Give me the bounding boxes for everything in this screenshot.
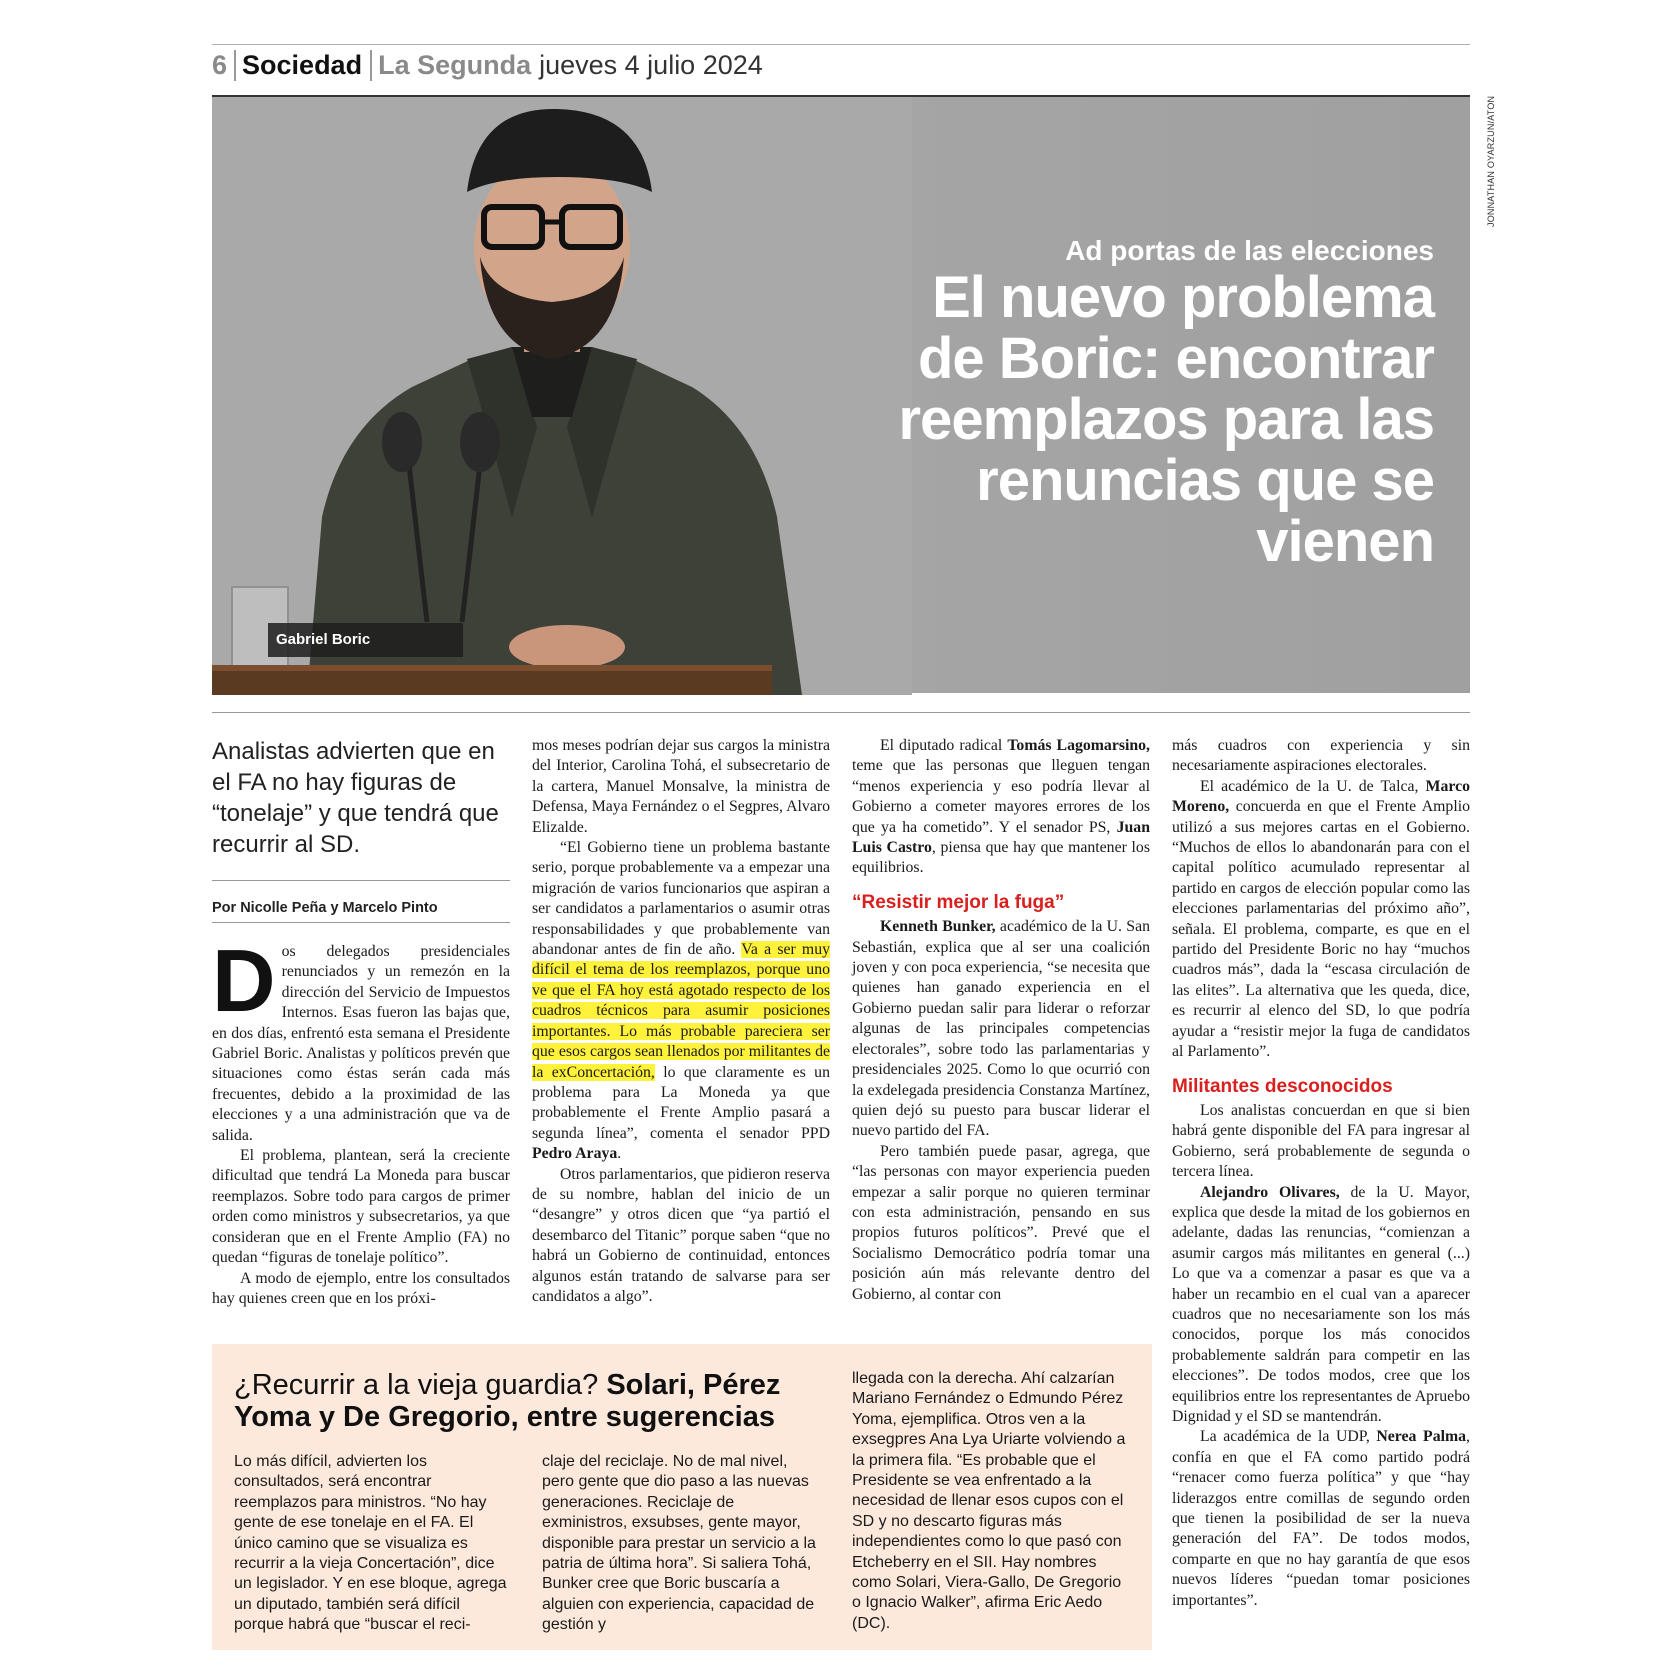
hero-photo-area xyxy=(212,95,1496,693)
top-rule xyxy=(212,44,1470,45)
person-name: Kenneth Bunker, xyxy=(880,918,996,936)
paragraph: Dos delegados presidenciales renunciados y un remezón en la dirección del Servicio de Impuestos Internos. Esas fueron las bajas que, en dos días, enfrentó esta semana el Presidente Gabriel Boric. Analistas y políticos prevén que situaciones como éstas serán cada más frecuentes, debido a la proximidad de las elecciones y a una administración que va de salida. xyxy=(212,931,510,1144)
page-header xyxy=(212,50,763,86)
publication-name: La Segunda xyxy=(370,50,539,81)
headline-kicker: Ad portas de las elecciones xyxy=(1065,235,1434,266)
paragraph: Los analistas concuerdan en que si bien habrá gente disponible del FA para ingresar al Gobierno, será probablemente de segunda o tercera línea. xyxy=(1172,1101,1470,1181)
section-rule xyxy=(212,712,1470,713)
section-name: Sociedad xyxy=(234,50,370,81)
paragraph: Pero también puede pasar, agrega, que “las personas con mayor experiencia pueden empezar a salir porque no quieren terminar con esta administración, pensando en sus propios futuros políticos”. Prevé que el Socialismo Democrático podría tomar una posición aún más relevante dentro del Gobierno, al contar con xyxy=(852,1142,1150,1303)
page-number: 6 xyxy=(212,50,228,80)
article-column-1 xyxy=(212,931,510,1309)
subheading: “Resistir mejor la fuga” xyxy=(852,891,1065,913)
paragraph: El diputado radical Tomás Lagomarsino, teme que las personas que lleguen tengan “menos experiencia y eso podría llevar al Gobierno a cometer mayores errores de los que ya ha cometido”. Y el senador PS, Juan Luis Castro, piensa que hay que mantener los equilibrios. xyxy=(852,737,1150,877)
sidebar-column-2: claje del reciclaje. No de mal nivel, pero gente que dio paso a las nuevas generaciones. Reciclaje de exministros, exsubses, gente mayor, disponible para prestar un servicio a la patria de última hora”. Si saliera Tohá, Bunker cree que Boric buscaría a alguien con experiencia, capacidad de gestión y xyxy=(542,1453,816,1634)
article-column-2 xyxy=(532,736,830,1307)
article-column-4 xyxy=(1172,736,1470,1611)
paragraph: El académico de la U. de Talca, Marco Moreno, concuerda en que el Frente Amplio utilizó a sus mejores cartas en el Gobierno. “Muchos de ellos lo abandonarán para con el capital político acumulado representar al partido en cargos de elección popular como las elecciones parlamentarias del próximo año”, señala. El problema, comparte, es que en el partido del Presidente Boric no hay “muchos cuadros más”, dada la “escasa circulación de las elites”. La alternativa que les queda, dice, es recurrir al elenco del SD, lo que podría ayudar a “resistir mejor la fuga de candidatos al Parlamento”. xyxy=(1172,777,1470,1061)
paragraph: Otros parlamentarios, que pidieron reserva de su nombre, hablan del inicio de un “desangre” y otros dicen que “ya partió el desembarco del Titanic” porque saben “que no habrá un Gobierno de continuidad, entonces algunos están tratando de salvarse para ser candidatos a algo”. xyxy=(532,1165,830,1305)
article-column-3 xyxy=(852,736,1150,1305)
person-name: Alejandro Olivares, xyxy=(1200,1183,1340,1201)
main-headline: El nuevo problema de Boric: encontrar reemplazos para las renuncias que se vienen xyxy=(898,265,1434,574)
sidebar-title: ¿Recurrir a la vieja guardia? Solari, Pérez Yoma y De Gregorio, entre sugerencias xyxy=(234,1369,781,1433)
paragraph: Kenneth Bunker, académico de la U. San Sebastián, explica que al ser una coalición joven y con poca experiencia, “se necesita que quienes han ganado experiencia en el Gobierno puedan salir para liderar o reforzar algunas de las principales competencias electorales”, sobre todo las parlamentarias y presidenciales 2025. Como lo que ocurrió con la exdelegada presidencia Constanza Martínez, quien dejó su puesto para buscar liderar el nuevo partido del FA. xyxy=(852,918,1150,1140)
boric-photo xyxy=(212,97,912,695)
highlighted-quote: Va a ser muy difícil el tema de los reemplazos, porque uno ve que el FA hoy está agotado respecto de los cuadros técnicos para asumir posiciones importantes. Lo más probable pareciera ser que esos cargos sean llenados por militantes de la exConcertación, xyxy=(532,941,831,1081)
paragraph: A modo de ejemplo, entre los consultados hay quienes creen que en los próxi- xyxy=(212,1269,510,1307)
paragraph: mos meses podrían dejar sus cargos la ministra del Interior, Carolina Tohá, el subsecretario de la cartera, Manuel Monsalve, la ministra de Defensa, Maya Fernández o el Segpres, Alvaro Elizalde. xyxy=(532,737,830,836)
byline-rule xyxy=(212,922,510,923)
person-name: Juan Luis Castro xyxy=(852,818,1150,857)
byline: Por Nicolle Peña y Marcelo Pinto xyxy=(212,900,438,916)
subheading: Militantes desconocidos xyxy=(1172,1075,1393,1097)
issue-date: jueves 4 julio 2024 xyxy=(539,50,763,80)
paragraph: “El Gobierno tiene un problema bastante serio, porque probablemente va a empezar una migración de varios funcionarios que aspiran a ser candidatos a parlamentarios o asumir otras responsabilidades y que probablemente van abandonar antes de fin de año. Va a ser muy difícil el tema de los reemplazos, porque uno ve que el FA hoy está agotado respecto de los cuadros técnicos para asumir posiciones importantes. Lo más probable pareciera ser que esos cargos sean llenados por militantes de la exConcertación, lo que claramente es un problema para La Moneda ya que probablemente el Frente Amplio pasará a segunda línea”, comenta el senador PPD Pedro Araya. xyxy=(532,839,831,1163)
photo-credit: JONNATHAN OYARZUN/ATON xyxy=(1486,95,1496,227)
drop-cap: D xyxy=(212,931,276,1030)
person-name: Marco Moreno, xyxy=(1172,777,1470,816)
article-deck: Analistas advierten que en el FA no hay figuras de “tonelaje” y que tendrá que recurrir al SD. xyxy=(212,738,499,858)
person-name: Tomás Lagomarsino, xyxy=(1007,737,1150,754)
photo-caption: Gabriel Boric xyxy=(268,623,463,657)
deck-rule xyxy=(212,880,510,881)
sidebar-column-3: llegada con la derecha. Ahí calzarían Mariano Fernández o Edmundo Pérez Yoma, ejemplifica. Otros ven a la exsegpres Ana Lya Uriarte volviendo a la primera fila. “Es probable que el Presidente se vea enfrentado a la necesidad de llenar esos cupos con el SD y no descarto figuras más independientes como lo que pasó con Etcheberry en el SII. Hay nombres como Solari, Viera-Gallo, De Gregorio o Ignacio Walker”, afirma Eric Aedo (DC). xyxy=(852,1370,1126,1632)
person-name: Nerea Palma xyxy=(1376,1428,1467,1446)
person-name: Pedro Araya xyxy=(532,1145,618,1163)
paragraph: El problema, plantean, será la creciente dificultad que tendrá La Moneda para buscar reemplazos. Sobre todo para cargos de primer orden como ministros y subsecretarios, ya que consideran que en el Frente Amplio (FA) no quedan “figuras de tonelaje político”. xyxy=(212,1147,510,1267)
paragraph: Alejandro Olivares, de la U. Mayor, explica que desde la mitad de los gobiernos en adelante, dadas las renuncias, “comienzan a asumir cargos más militantes en general (...) Lo que va a comenzar a pasar es que va a haber un recambio en el cual van a aparecer cuadros que no necesariamente son los más conocidos, porque los más conocidos probablemente saldrán para competir en las elecciones”. De todos modos, cree que los equilibrios entre los representantes de Apruebo Dignidad y el SD se mantendrán. xyxy=(1172,1183,1470,1425)
sidebar-box xyxy=(212,1344,1152,1650)
paragraph: La académica de la UDP, Nerea Palma, confía en que el FA como partido podrá “renacer como fuerza política” y que “hay liderazgos entre comillas de segundo orden que tienen la posibilidad de ser la nueva generación del FA”. De todos modos, comparte en que no hay garantía de que esos nuevos líderes “puedan tomar posiciones importantes”. xyxy=(1172,1428,1470,1609)
paragraph: más cuadros con experiencia y sin necesariamente aspiraciones electorales. xyxy=(1172,737,1470,775)
sidebar-column-1: Lo más difícil, advierten los consultados, será encontrar reemplazos para ministros. “No hay gente de ese tonelaje en el FA. El único camino que se visualiza es recurrir a la vieja Concertación”, dice un legislador. Y en ese bloque, agrega un diputado, también será difícil porque habrá que “buscar el reci- xyxy=(234,1453,507,1634)
